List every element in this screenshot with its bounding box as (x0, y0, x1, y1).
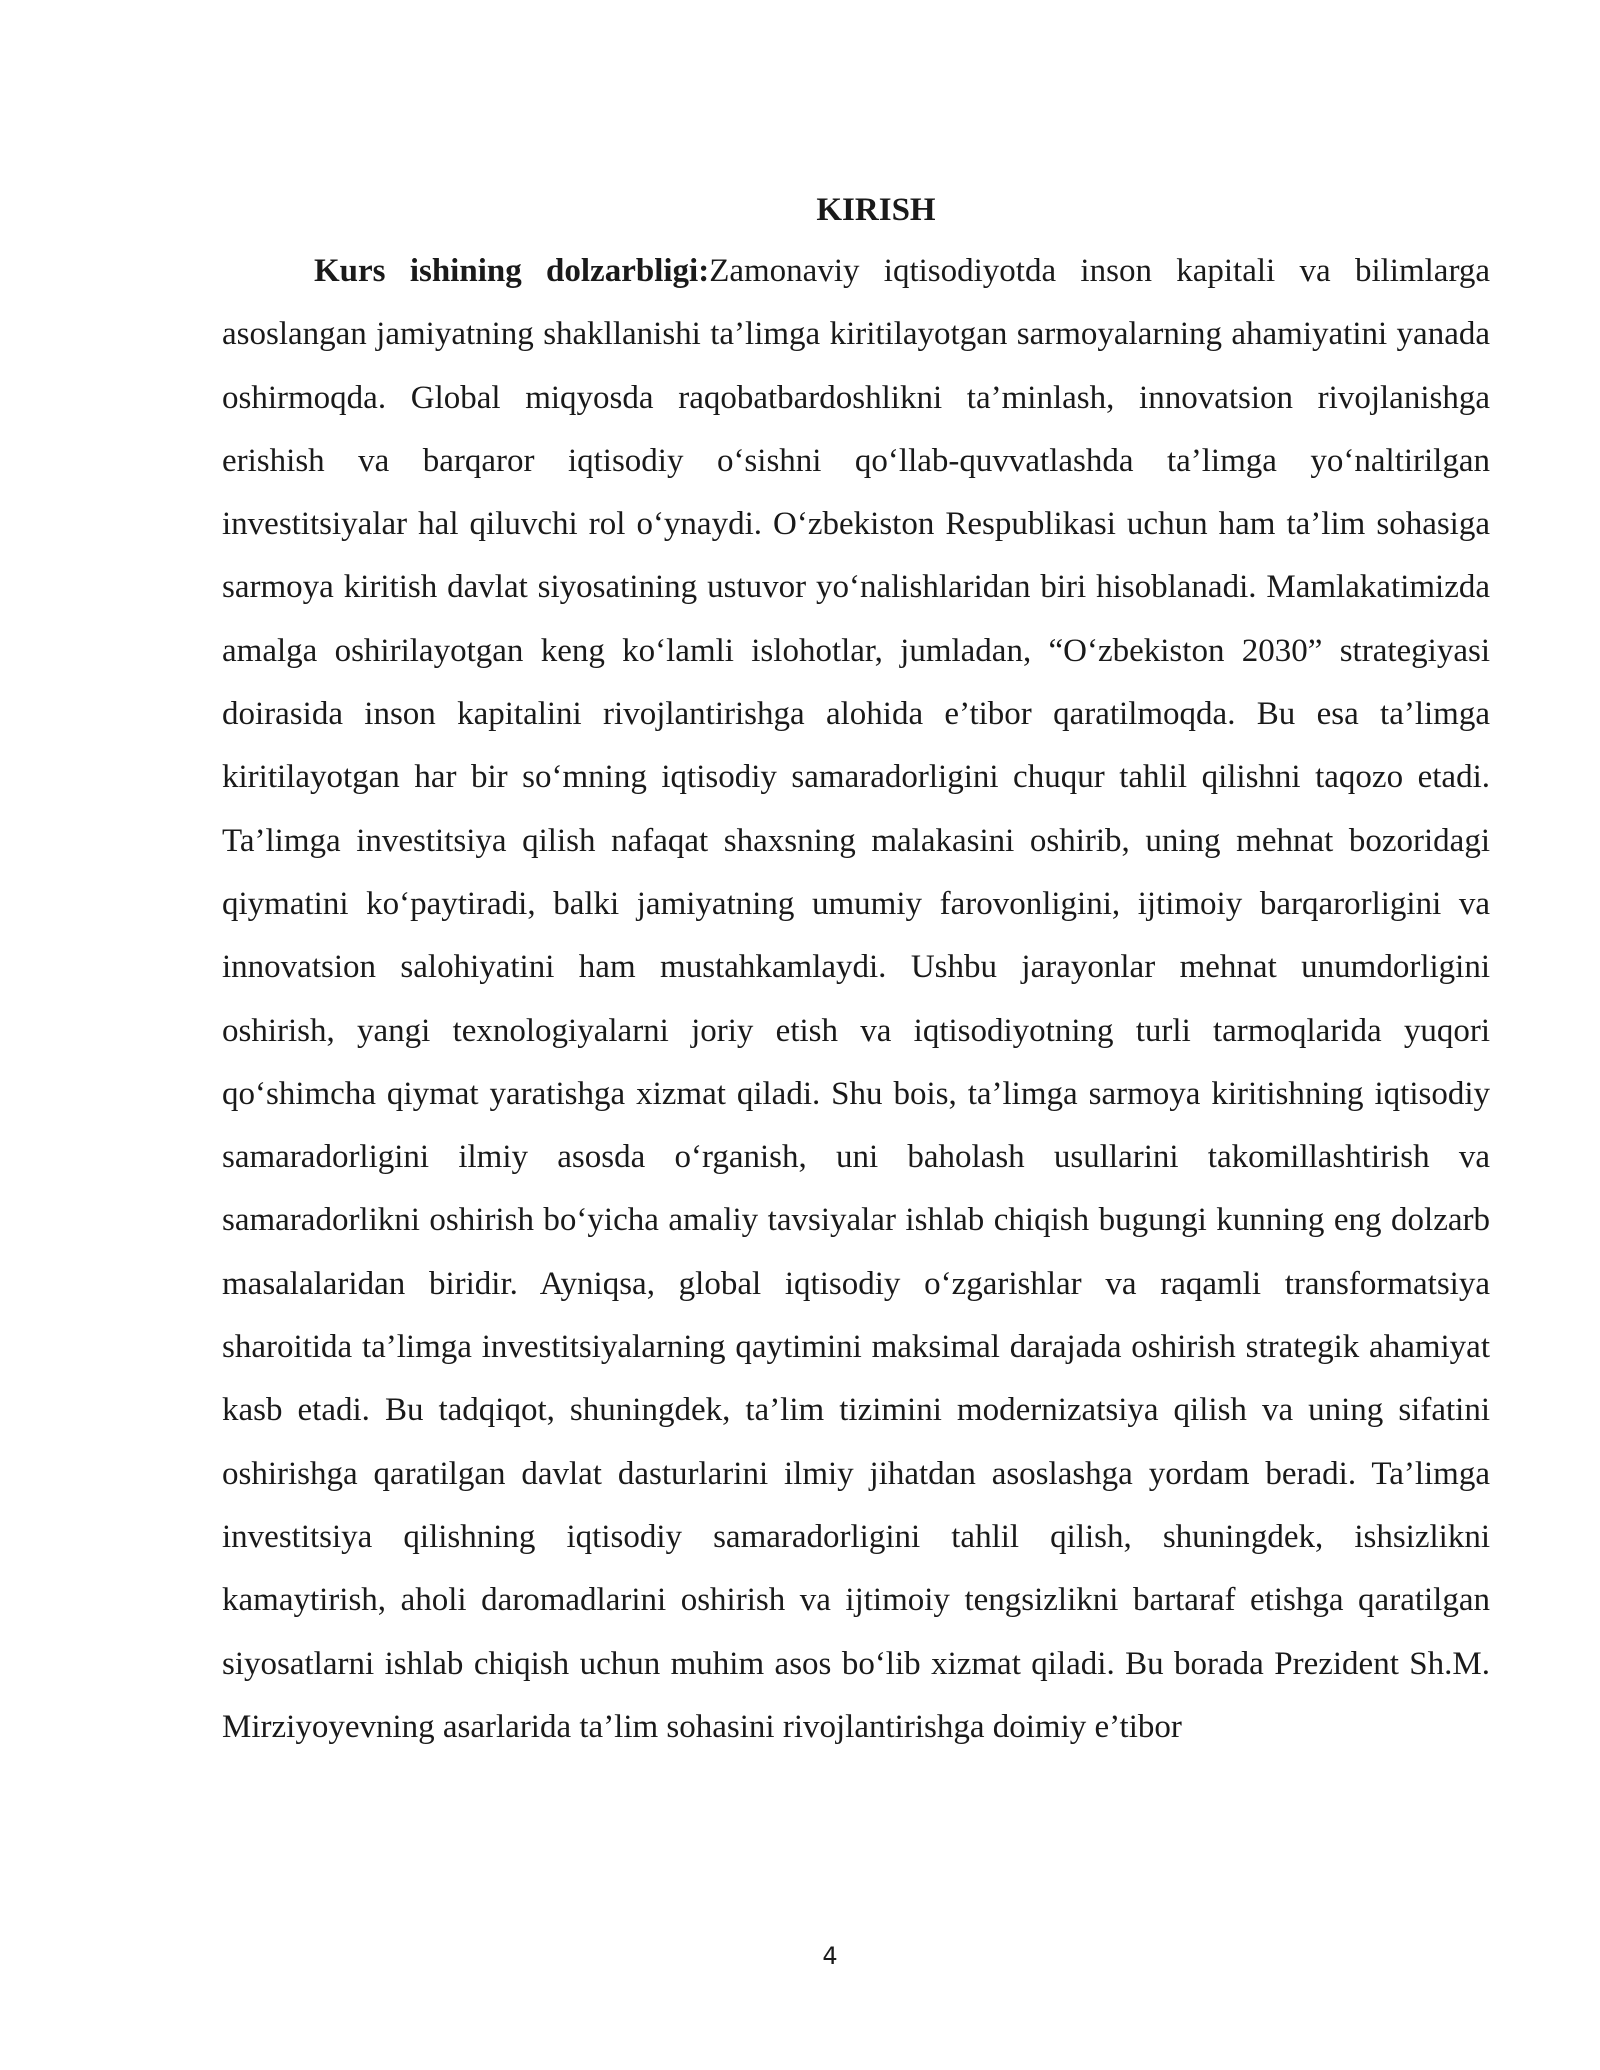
section-heading: KIRISH (816, 192, 936, 228)
body-paragraph (222, 240, 1490, 1759)
paragraph-lead: Kurs ishining dolzarbligi: (314, 253, 710, 289)
page-number: 4 (822, 1942, 838, 1970)
paragraph-text: Zamonaviy iqtisodiyotda inson kapitali va bilimlarga asoslangan jamiyatning shakllanishi ta’limga kiritilayotgan sarmoyalarning ahamiyatini yanada oshirmoqda. Global miqyosda raqobatbardoshlikni ta’minlash, innovatsion rivojlanishga erishish va barqaror iqtisodiy o‘sishni qo‘llab-quvvatlashda ta’limga yo‘naltirilgan investitsiyalar hal qiluvchi rol o‘ynaydi. O‘zbekiston Respublikasi uchun ham ta’lim sohasiga sarmoya kiritish davlat siyosatining ustuvor yo‘nalishlaridan biri hisoblanadi. Mamlakatimizda amalga oshirilayotgan keng ko‘lamli islohotlar, jumladan, “O‘zbekiston 2030” strategiyasi doirasida inson kapitalini rivojlantirishga alohida e’tibor qaratilmoqda. Bu esa ta’limga kiritilayotgan har bir so‘mning iqtisodiy samaradorligini chuqur tahlil qilishni taqozo etadi. Ta’limga investitsiya qilish nafaqat shaxsning malakasini oshirib, uning mehnat bozoridagi qiymatini ko‘paytiradi, balki jamiyatning umumiy farovonligini, ijtimoiy barqarorligini va innovatsion salohiyatini ham mustahkamlaydi. Ushbu jarayonlar mehnat unumdorligini oshirish, yangi texnologiyalarni joriy etish va iqtisodiyotning turli tarmoqlarida yuqori qo‘shimcha qiymat yaratishga xizmat qiladi. Shu bois, ta’limga sarmoya kiritishning iqtisodiy samaradorligini ilmiy asosda o‘rganish, uni baholash usullarini takomillashtirish va samaradorlikni oshirish bo‘yicha amaliy tavsiyalar ishlab chiqish bugungi kunning eng dolzarb masalalaridan biridir. Ayniqsa, global iqtisodiy o‘zgarishlar va raqamli transformatsiya sharoitida ta’limga investitsiyalarning qaytimini maksimal darajada oshirish strategik ahamiyat kasb etadi. Bu tadqiqot, shuningdek, ta’lim tizimini modernizatsiya qilish va uning sifatini oshirishga qaratilgan davlat dasturlarini ilmiy jihatdan asoslashga yordam beradi. Ta’limga investitsiya qilishning iqtisodiy samaradorligini tahlil qilish, shuningdek, ishsizlikni kamaytirish, aholi daromadlarini oshirish va ijtimoiy tengsizlikni bartaraf etishga qaratilgan siyosatlarni ishlab chiqish uchun muhim asos bo‘lib xizmat qiladi. Bu borada Prezident Sh.M. Mirziyoyevning asarlarida ta’lim sohasini rivojlantirishga doimiy e’tibor (222, 253, 1490, 1745)
page-content (222, 180, 1490, 1759)
